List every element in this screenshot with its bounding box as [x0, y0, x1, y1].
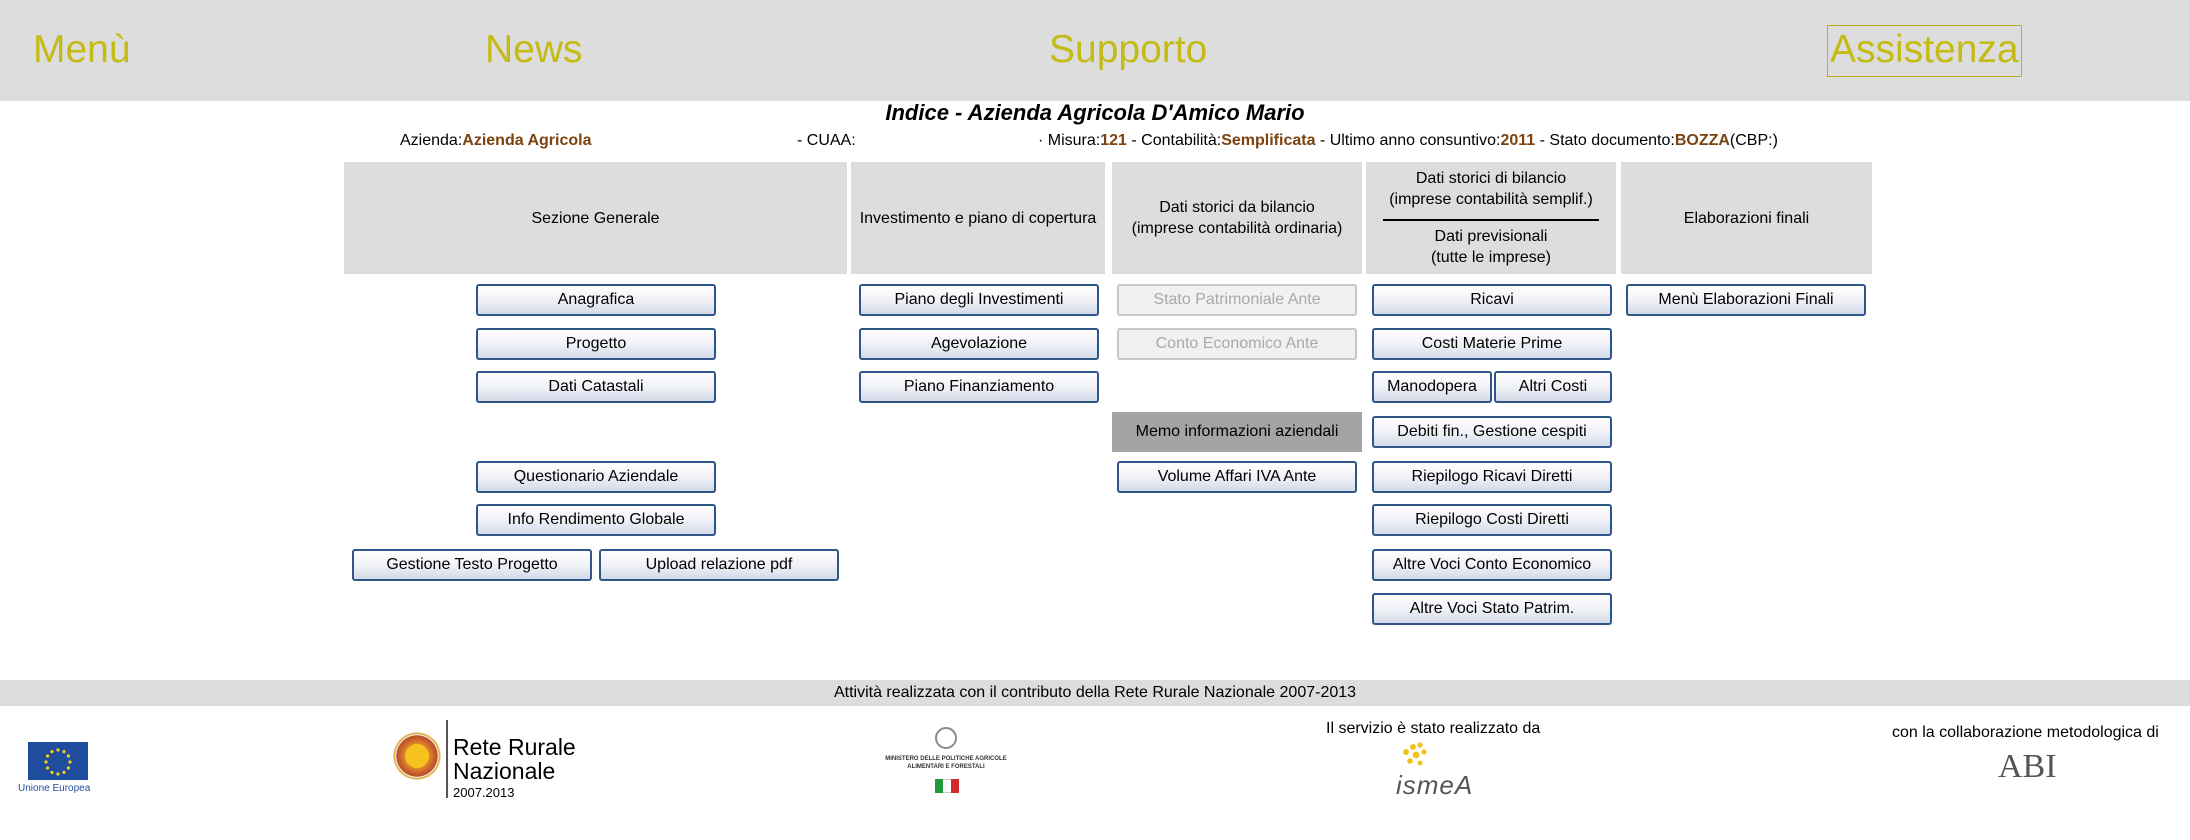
anno-label: - Ultimo anno consuntivo: — [1315, 132, 1501, 149]
header-label: Sezione Generale — [531, 209, 660, 227]
header-label: Elaborazioni finali — [1683, 209, 1810, 227]
rete-line-2: Nazionale — [453, 758, 556, 784]
page-title: Indice - Azienda Agricola D'Amico Mario — [885, 100, 1305, 125]
costi-materie-prime-button[interactable]: Costi Materie Prime — [1372, 328, 1612, 360]
info-rendimento-globale-button[interactable]: Info Rendimento Globale — [476, 504, 716, 536]
ministero-line-2: ALIMENTARI E FORESTALI — [907, 764, 985, 770]
agevolazione-button[interactable]: Agevolazione — [859, 328, 1099, 360]
anagrafica-button[interactable]: Anagrafica — [476, 284, 716, 316]
gestione-testo-progetto-button[interactable]: Gestione Testo Progetto — [352, 549, 592, 581]
header-sublabel: (imprese contabilità ordinaria) — [1131, 220, 1343, 237]
altre-voci-conto-economico-button[interactable]: Altre Voci Conto Economico — [1372, 549, 1612, 581]
ministero-line-1: MINISTERO DELLE POLITICHE AGRICOLE — [885, 756, 1007, 762]
questionario-aziendale-button[interactable]: Questionario Aziendale — [476, 461, 716, 493]
azienda-label: Azienda: — [400, 132, 463, 149]
servizio-label: Il servizio è stato realizzato da — [1326, 720, 1541, 737]
italian-flag-icon — [935, 779, 959, 793]
header-label: Dati storici da bilancio — [1159, 199, 1315, 216]
rete-years: 2007.2013 — [453, 785, 515, 800]
info-azienda — [400, 132, 591, 150]
header-elaborazioni-finali — [1621, 162, 1872, 274]
piano-investimenti-button[interactable]: Piano degli Investimenti — [859, 284, 1099, 316]
dati-catastali-button[interactable]: Dati Catastali — [476, 371, 716, 403]
conto-economico-ante-button: Conto Economico Ante — [1117, 328, 1357, 360]
misura-value: 121 — [1100, 132, 1127, 149]
ministero-emblem-icon — [935, 727, 957, 749]
header-divider — [1383, 219, 1599, 221]
header-dati-storici-ordinaria — [1112, 162, 1362, 274]
riepilogo-ricavi-diretti-button[interactable]: Riepilogo Ricavi Diretti — [1372, 461, 1612, 493]
ministero-label — [869, 755, 1023, 771]
header-dati-storici-semplif — [1366, 162, 1616, 274]
rete-rurale-seal-icon — [393, 732, 441, 780]
contabilita-value: Semplificata — [1221, 132, 1316, 149]
stato-label: - Stato documento: — [1535, 132, 1675, 149]
rete-rurale-title — [453, 735, 576, 783]
debiti-gestione-cespiti-button[interactable]: Debiti fin., Gestione cespiti — [1372, 416, 1612, 448]
eu-stars-icon — [28, 742, 88, 780]
info-cuaa: - CUAA: — [797, 132, 856, 149]
header-label: Dati previsionali — [1434, 228, 1548, 245]
stato-value: BOZZA — [1674, 132, 1730, 149]
altri-costi-button[interactable]: Altri Costi — [1494, 371, 1612, 403]
nav-supporto[interactable]: Supporto — [1049, 28, 1208, 71]
ismea-logo: ismeA — [1396, 770, 1474, 800]
nav-assistenza[interactable]: Assistenza — [1827, 25, 2022, 77]
header-investimento — [851, 162, 1105, 274]
misura-label: · Misura: — [1038, 132, 1101, 149]
header-label: Investimento e piano di copertura — [859, 209, 1097, 227]
anno-value: 2011 — [1500, 132, 1536, 149]
ricavi-button[interactable]: Ricavi — [1372, 284, 1612, 316]
collaborazione-label: con la collaborazione metodologica di — [1892, 724, 2159, 741]
upload-relazione-pdf-button[interactable]: Upload relazione pdf — [599, 549, 839, 581]
azienda-value: Azienda Agricola — [462, 132, 592, 149]
header-sublabel: (imprese contabilità semplif.) — [1389, 191, 1593, 208]
riepilogo-costi-diretti-button[interactable]: Riepilogo Costi Diretti — [1372, 504, 1612, 536]
abi-logo: ABI — [1998, 748, 2057, 785]
header-sublabel: (tutte le imprese) — [1430, 249, 1552, 266]
rete-line-1: Rete Rurale — [453, 734, 576, 760]
rete-divider — [446, 720, 448, 798]
volume-affari-iva-ante-button[interactable]: Volume Affari IVA Ante — [1117, 461, 1357, 493]
manodopera-button[interactable]: Manodopera — [1372, 371, 1492, 403]
eu-logo — [28, 742, 88, 780]
memo-informazioni-aziendali: Memo informazioni aziendali — [1112, 412, 1362, 452]
stato-patrimoniale-ante-button: Stato Patrimoniale Ante — [1117, 284, 1357, 316]
footer-contributo: Attività realizzata con il contributo della Rete Rurale Nazionale 2007-2013 — [0, 680, 2190, 706]
piano-finanziamento-button[interactable]: Piano Finanziamento — [859, 371, 1099, 403]
ismea-sun-icon — [1398, 742, 1432, 772]
header-sezione-generale — [344, 162, 847, 274]
eu-label: Unione Europea — [18, 783, 91, 794]
nav-news[interactable]: News — [485, 28, 583, 71]
progetto-button[interactable]: Progetto — [476, 328, 716, 360]
menu-elaborazioni-finali-button[interactable]: Menù Elaborazioni Finali — [1626, 284, 1866, 316]
header-label: Dati storici di bilancio — [1415, 170, 1567, 187]
altre-voci-stato-patrim-button[interactable]: Altre Voci Stato Patrim. — [1372, 593, 1612, 625]
top-nav — [0, 0, 2190, 101]
contabilita-label: - Contabilità: — [1126, 132, 1222, 149]
nav-menu[interactable]: Menù — [33, 28, 131, 71]
cbp-value: (CBP:) — [1729, 132, 1778, 149]
info-details — [1038, 132, 1778, 150]
